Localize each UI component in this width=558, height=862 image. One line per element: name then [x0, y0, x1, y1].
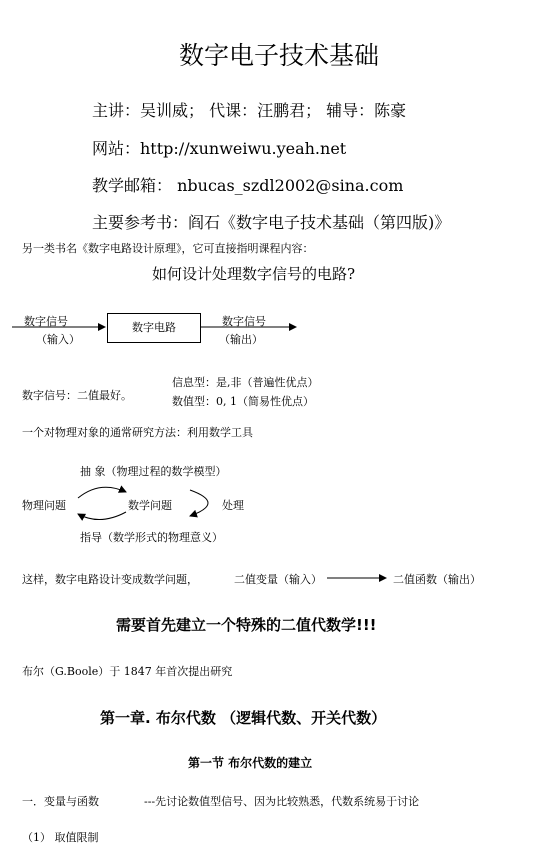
other-book-note: 另一类书名《数字电路设计原理》，它可直接指明课程内容：	[22, 242, 314, 255]
staff-line: 主讲：吴训威； 代课：汪鹏君； 辅导：陈豪	[92, 101, 407, 120]
cycle-guide-label: 指导（数学形式的物理意义）	[80, 531, 223, 544]
email-line: 教学邮箱： nbucas_szdl2002@sina.com	[92, 176, 404, 195]
need-heading: 需要首先建立一个特殊的二值代数学!!!	[116, 616, 377, 634]
flow-input-label: 数字信号	[24, 315, 68, 328]
item-value-limit: （1） 取值限制	[22, 831, 99, 844]
reference-line: 主要参考书：阎石《数字电子技术基础（第四版)》	[92, 213, 451, 232]
cycle-math-problem: 数学问题	[128, 499, 172, 512]
signal-info-type: 信息型：是,非（普遍性优点）	[172, 376, 319, 389]
flow-box-label: 数字电路	[132, 321, 176, 334]
conclusion-left: 这样，数字电路设计变成数学问题，	[22, 573, 198, 586]
cycle-arc-process	[190, 490, 208, 516]
item-variables-functions: 一．变量与函数	[22, 795, 99, 808]
conclusion-binary-variable: 二值变量（输入）	[234, 573, 322, 586]
flow-output-sub: （输出）	[219, 333, 263, 346]
question-heading: 如何设计处理数字信号的电路?	[152, 265, 356, 283]
cycle-physical-problem: 物理问题	[22, 499, 66, 512]
flow-input-sub: （输入）	[36, 333, 80, 346]
cycle-process: 处理	[222, 499, 244, 512]
chapter-heading: 第一章. 布尔代数 （逻辑代数、开关代数）	[100, 709, 387, 727]
website-line: 网站：http://xunweiwu.yeah.net	[92, 139, 347, 158]
cycle-arc-guide	[78, 512, 126, 520]
cycle-arc-abstract	[78, 487, 126, 498]
item-variables-note: ---先讨论数值型信号、因为比较熟悉，代数系统易于讨论	[144, 795, 420, 808]
signal-value-type: 数值型：0, 1（简易性优点）	[172, 395, 314, 408]
document-title: 数字电子技术基础	[178, 41, 379, 70]
cycle-abstract-label: 抽 象（物理过程的数学模型）	[80, 465, 227, 478]
flow-output-label: 数字信号	[222, 315, 266, 328]
conclusion-binary-function: 二值函数（输出）	[393, 573, 481, 586]
method-line: 一个对物理对象的通常研究方法：利用数学工具	[22, 426, 253, 439]
section-heading: 第一节 布尔代数的建立	[188, 756, 313, 770]
signal-desc: 数字信号：二值最好。	[22, 389, 132, 402]
boole-line: 布尔（G.Boole）于 1847 年首次提出研究	[22, 665, 233, 678]
